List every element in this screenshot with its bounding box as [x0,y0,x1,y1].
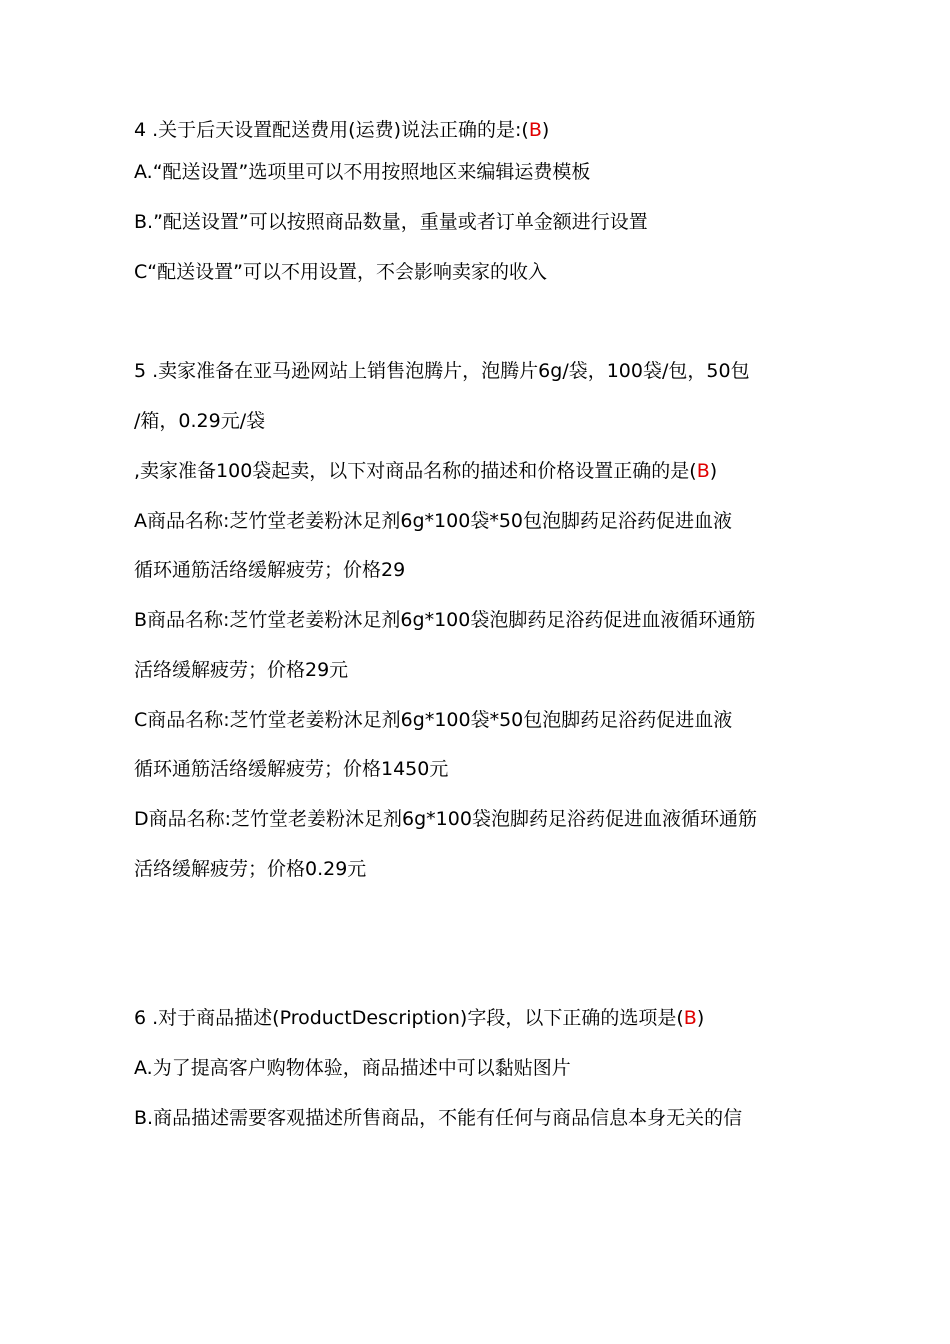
question-4-answer: B [528,119,542,141]
question-5-option-b-line-2: 活络缓解疲劳；价格29元 [134,659,349,681]
question-6-answer: B [683,1007,697,1029]
question-5-option-d-line-2: 活络缓解疲劳；价格0.29元 [134,858,367,880]
question-5-option-b-line-1: B商品名称:芝竹堂老姜粉沐足剂6g*100袋泡脚药足浴药促进血液循环通筋 [134,609,756,631]
question-5-stem-line-1: 5 .卖家准备在亚马逊网站上销售泡腾片，泡腾片6g/袋，100袋/包，50包 [134,360,750,382]
question-5-text: ,卖家准备100袋起卖，以下对商品名称的描述和价格设置正确的是( [134,460,697,482]
question-6-option-a: A.为了提高客户购物体验，商品描述中可以黏贴图片 [134,1057,571,1079]
question-5-option-c-line-2: 循环通筋活络缓解疲劳；价格1450元 [134,758,449,780]
question-6-text: 6 .对于商品描述(ProductDescription)字段，以下正确的选项是( [134,1007,684,1029]
question-6-stem [134,1005,704,1031]
question-5-close: ) [709,460,718,482]
question-4-text: 4 .关于后天设置配送费用(运费)说法正确的是:( [134,119,529,141]
question-4-option-c: C“配送设置”可以不用设置，不会影响卖家的收入 [134,261,547,283]
question-4-option-b: B.”配送设置”可以按照商品数量，重量或者订单金额进行设置 [134,211,648,233]
question-5-option-a-line-1: A商品名称:芝竹堂老姜粉沐足剂6g*100袋*50包泡脚药足浴药促进血液 [134,510,732,532]
question-4-close: ) [541,119,550,141]
question-4-stem [134,117,549,143]
question-6-close: ) [696,1007,705,1029]
question-5-option-d-line-1: D商品名称:芝竹堂老姜粉沐足剂6g*100袋泡脚药足浴药促进血液循环通筋 [134,808,757,830]
question-5-option-c-line-1: C商品名称:芝竹堂老姜粉沐足剂6g*100袋*50包泡脚药足浴药促进血液 [134,709,733,731]
question-4-option-a: A.“配送设置”选项里可以不用按照地区来编辑运费模板 [134,161,591,183]
question-6-option-b: B.商品描述需要客观描述所售商品，不能有任何与商品信息本身无关的信 [134,1107,743,1129]
question-5-stem-line-3 [134,458,717,484]
question-5-stem-line-2: /箱，0.29元/袋 [134,410,266,432]
question-5-answer: B [696,460,710,482]
question-5-option-a-line-2: 循环通筋活络缓解疲劳；价格29 [134,559,406,581]
